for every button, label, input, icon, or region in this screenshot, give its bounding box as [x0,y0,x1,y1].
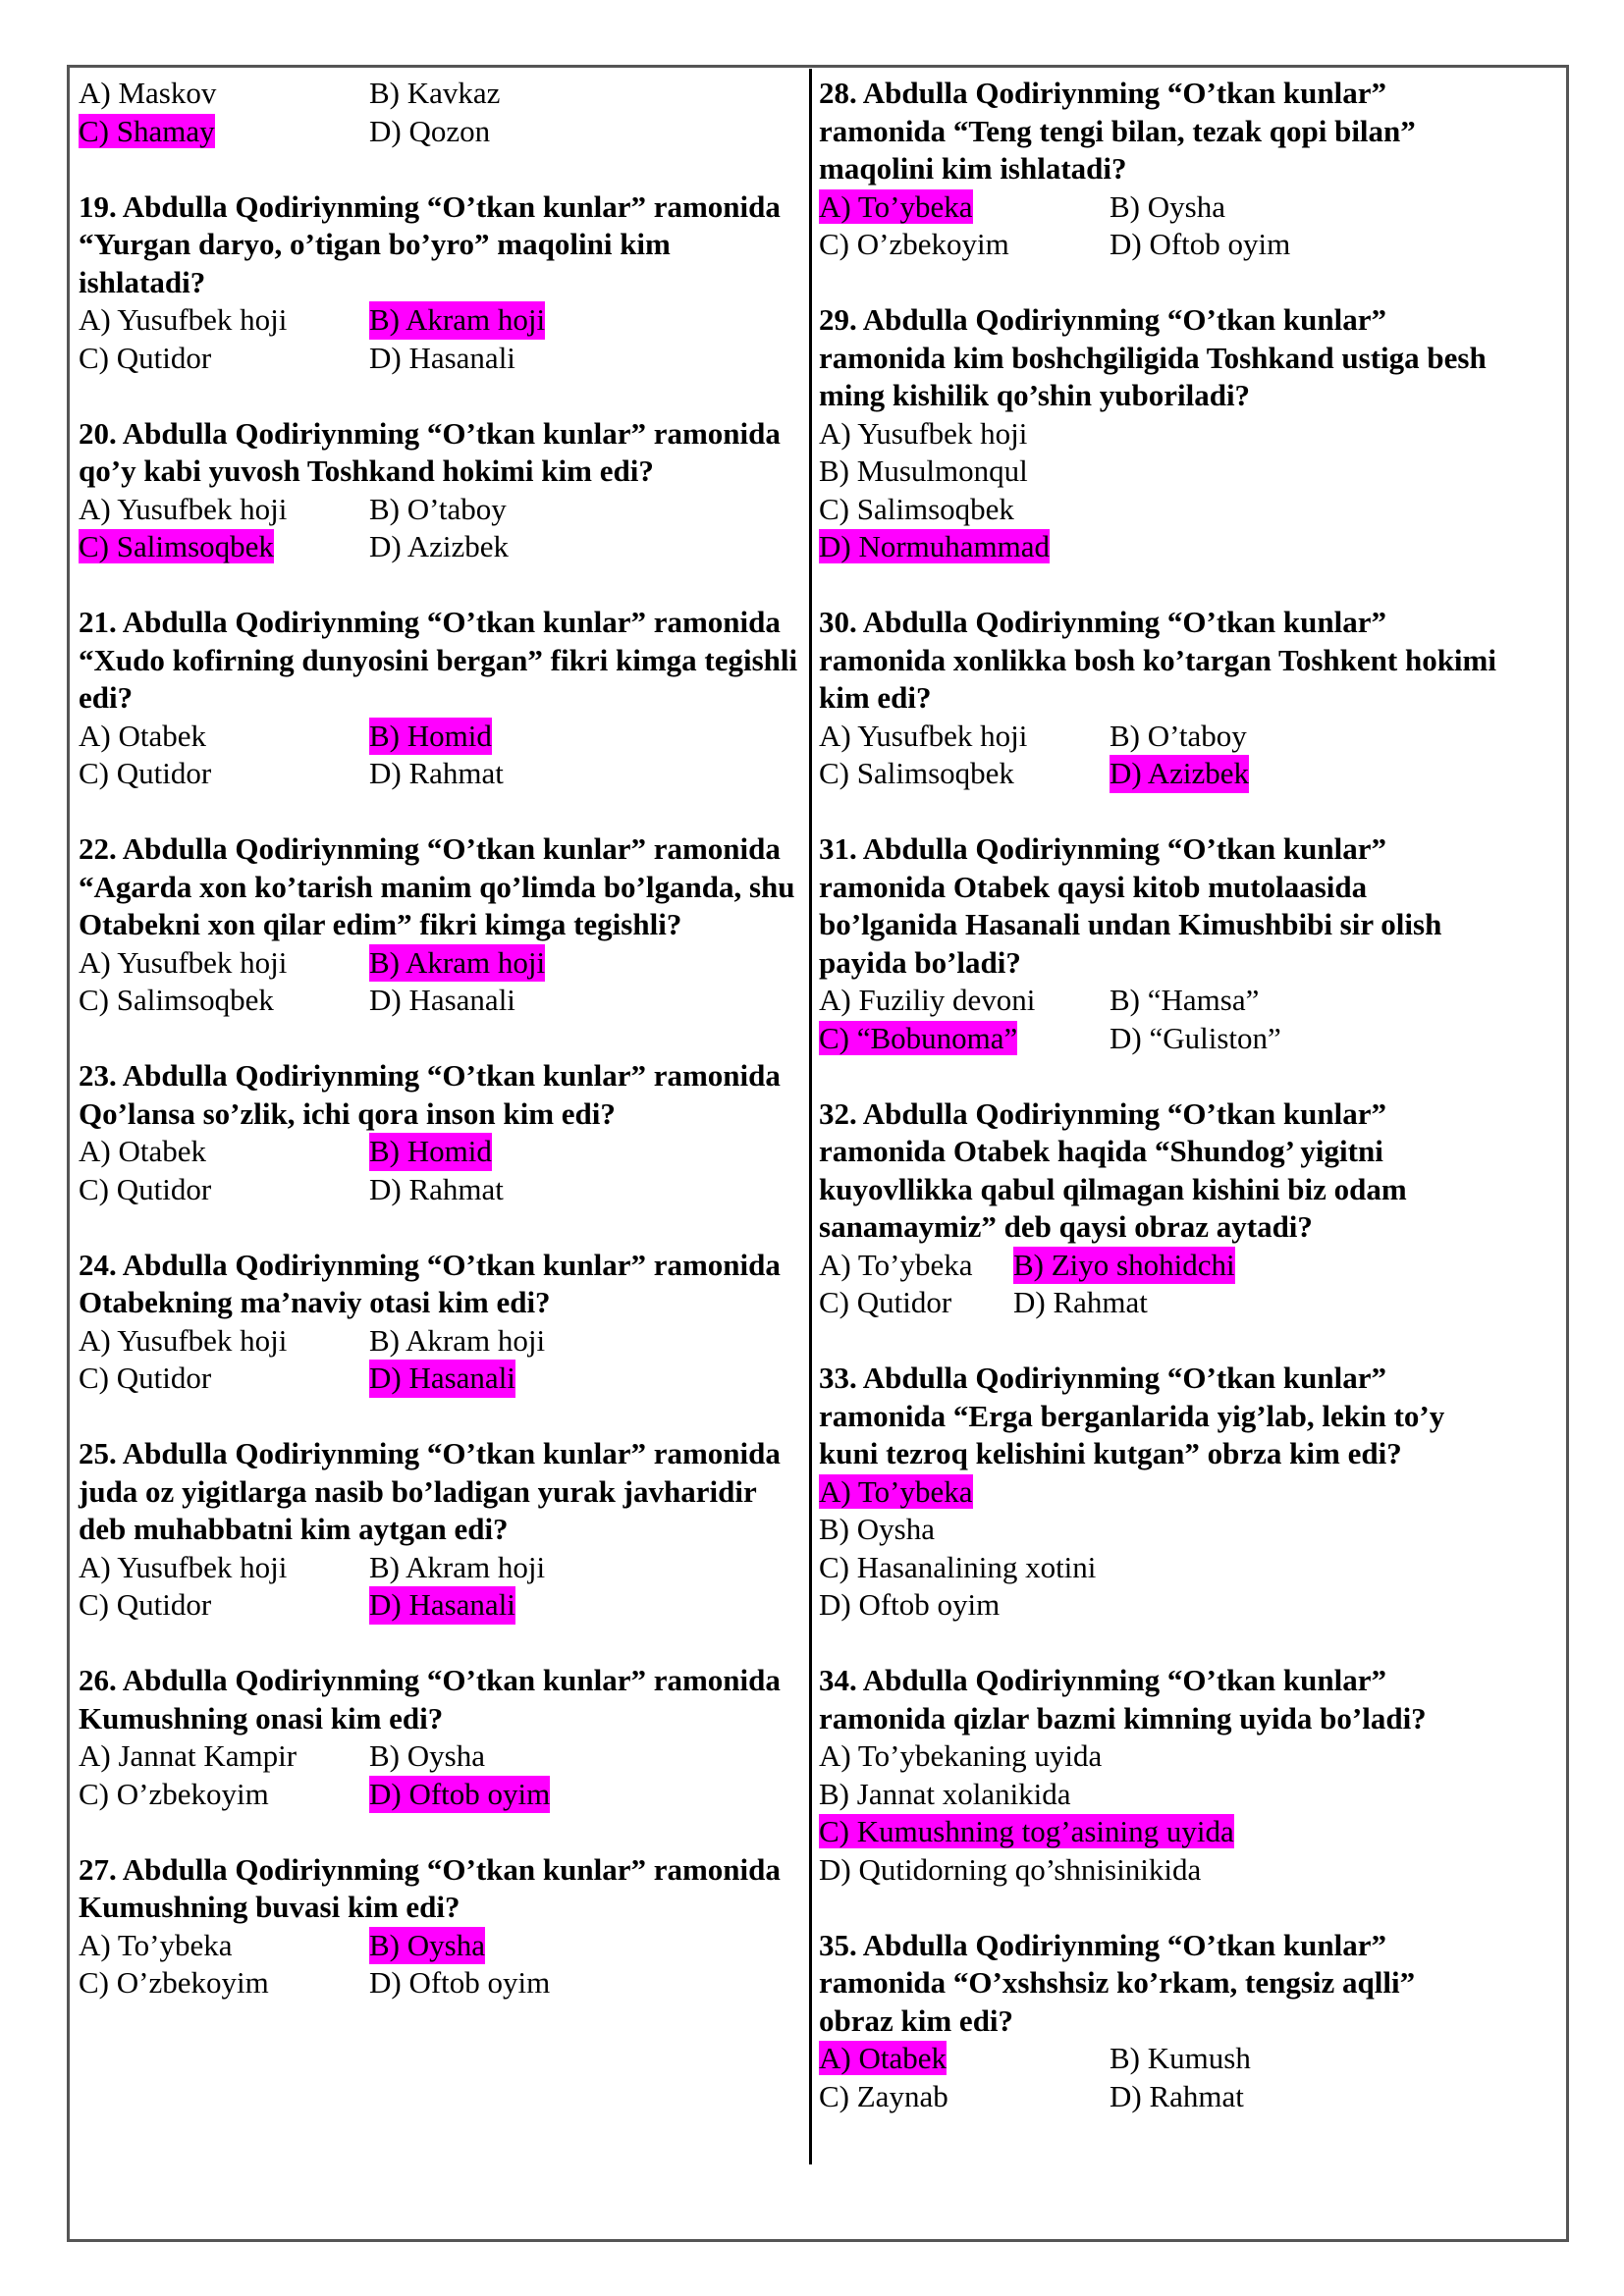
option-d-correct: D) Hasanali [369,1360,515,1398]
question-28 [819,75,1496,264]
option-a: A) Yusufbek hoji [79,302,288,337]
option-d-correct: D) Normuhammad [819,529,1051,563]
question-text: 19. Abdulla Qodiriynming “O’tkan kunlar” ramonida “Yurgan daryo, o’tigan bo’yro” maqolini kim ishlatadi? [79,188,781,299]
question-text: 34. Abdulla Qodiriynming “O’tkan kunlar” ramonida qizlar bazmi kimning uyida bo’ladi? [819,1663,1427,1735]
option-c: C) Zaynab [819,2078,948,2113]
option-c: C) O’zbekoyim [819,227,1009,261]
option-d: D) Oftob oyim [1110,227,1291,261]
question-31 [819,830,1496,1057]
option-d: D) Qutidorning qo’shnisinikida [819,1851,1202,1887]
option-c: C) Qutidor [79,1587,212,1622]
question-23 [79,1057,801,1208]
question-text: 29. Abdulla Qodiriynming “O’tkan kunlar” ramonida kim boshchgiligida Toshkand ustiga besh ming kishilik qo’shin yuboriladi? [819,302,1487,412]
question-text: 25. Abdulla Qodiriynming “O’tkan kunlar” ramonida juda oz yigitlarga nasib bo’ladigan yurak javharidir deb muhabbatni kim aytgan edi? [79,1436,781,1546]
option-a-correct: A) To’ybeka [819,1473,973,1509]
option-b: B) Kavkaz [369,76,501,110]
option-d: D) “Guliston” [1110,1020,1281,1055]
option-d: D) Rahmat [1110,2078,1244,2113]
option-c: C) Qutidor [79,1171,212,1206]
question-text: 24. Abdulla Qodiriynming “O’tkan kunlar” ramonida Otabekning ma’naviy otasi kim edi? [79,1247,781,1319]
question-text: 27. Abdulla Qodiriynming “O’tkan kunlar” ramonida Kumushning buvasi kim edi? [79,1851,781,1924]
option-d: D) Rahmat [369,1171,504,1206]
question-21 [79,604,801,793]
option-a: A) Yusufbek hoji [79,944,288,980]
option-a: A) Fuziliy devoni [819,983,1036,1017]
option-a: A) Otabek [79,718,206,753]
option-b-correct: B) Homid [369,1133,492,1171]
question-25 [79,1435,801,1625]
option-d: D) Hasanali [369,983,515,1017]
question-29 [819,301,1496,566]
option-a: A) Yusufbek hoji [79,1322,288,1358]
option-a: A) Yusufbek hoji [79,1549,288,1584]
left-column [79,75,801,2040]
option-b: B) O’taboy [369,491,507,526]
right-column [819,75,1496,2154]
option-b: B) O’taboy [1110,718,1247,753]
option-a: A) Yusufbek hoji [819,415,1028,451]
option-b: B) Akram hoji [369,1322,546,1358]
option-c: C) Qutidor [819,1285,952,1319]
option-b: B) Musulmonqul [819,454,1028,488]
question-text: 31. Abdulla Qodiriynming “O’tkan kunlar” ramonida Otabek qaysi kitob mutolaasida bo’lganida Hasanali undan Kimushbibi sir olish payida bo’ladi? [819,831,1442,980]
option-b-correct: B) Oysha [369,1927,485,1965]
option-c: C) Salimsoqbek [79,983,274,1017]
question-text: 22. Abdulla Qodiriynming “O’tkan kunlar” ramonida “Agarda xon ko’tarish manim qo’limda bo’lganda, shu Otabekni xon qilar edim” fikri kimga tegishli? [79,831,795,941]
option-d: D) Oftob oyim [819,1587,1001,1622]
question-text: 35. Abdulla Qodiriynming “O’tkan kunlar” ramonida “O’xshshsiz ko’rkam, tengsiz aqlli” obraz kim edi? [819,1927,1416,2038]
question-22 [79,830,801,1020]
question-text: 33. Abdulla Qodiriynming “O’tkan kunlar” ramonida “Erga berganlarida yig’lab, lekin to’y kuni tezroq kelishini kutgan” obrza kim edi? [819,1361,1445,1470]
option-c-correct: C) “Bobunoma” [819,1020,1018,1055]
option-a: A) Yusufbek hoji [819,718,1028,753]
question-32 [819,1095,1496,1322]
column-divider [809,69,812,2164]
question-34 [819,1662,1496,1889]
option-a: A) To’ybekaning uyida [819,1738,1103,1773]
question-26 [79,1662,801,1813]
question-text: 20. Abdulla Qodiriynming “O’tkan kunlar” ramonida qo’y kabi yuvosh Toshkand hokimi kim edi? [79,415,781,488]
option-d: D) Rahmat [1013,1285,1148,1319]
question-text: 32. Abdulla Qodiriynming “O’tkan kunlar” ramonida Otabek haqida “Shundog’ yigitni kuyovllikka qabul qilmagan kishini biz odam sanamaymiz” deb qaysi obraz aytadi? [819,1095,1407,1244]
option-a: A) Jannat Kampir [79,1738,298,1773]
option-d-correct: D) Azizbek [1110,755,1249,793]
option-c: C) Salimsoqbek [819,491,1014,526]
option-c: C) Hasanalining xotini [819,1549,1097,1584]
option-c: C) O’zbekoyim [79,1776,269,1811]
question-24 [79,1247,801,1398]
option-a-correct: A) To’ybeka [819,188,973,224]
question-text: 21. Abdulla Qodiriynming “O’tkan kunlar” ramonida “Xudo kofirning dunyosini bergan” fikri kimga tegishli edi? [79,605,798,715]
question-27 [79,1851,801,2002]
option-c: C) Salimsoqbek [819,756,1014,790]
question-text: 23. Abdulla Qodiriynming “O’tkan kunlar” ramonida Qo’lansa so’zlik, ichi qora inson kim edi? [79,1058,781,1131]
option-d: D) Rahmat [369,756,504,790]
question-19 [79,188,801,378]
option-a: A) Yusufbek hoji [79,491,288,526]
option-b-correct: B) Akram hoji [369,301,545,340]
question-30 [819,604,1496,793]
option-d: D) Azizbek [369,529,510,563]
option-b: B) Jannat xolanikida [819,1776,1071,1811]
option-c: C) Qutidor [79,756,212,790]
option-d: D) Hasanali [369,340,515,375]
option-a: A) To’ybeka [819,1247,973,1282]
option-c: C) Qutidor [79,1361,212,1395]
option-b: B) Oysha [369,1738,485,1773]
option-c-correct: C) Salimsoqbek [79,529,274,563]
option-b: B) Akram hoji [369,1549,546,1584]
option-b: B) “Hamsa” [1110,983,1260,1017]
option-b-correct: B) Ziyo shohidchi [1013,1247,1235,1285]
option-b-correct: B) Homid [369,718,492,756]
option-d: D) Oftob oyim [369,1965,551,2000]
option-d-correct: D) Oftob oyim [369,1776,550,1814]
option-c-correct: C) Kumushning tog’asining uyida [819,1814,1234,1848]
option-d-correct: D) Hasanali [369,1586,515,1625]
option-b: B) Oysha [1110,188,1225,224]
option-c-correct: C) Shamay [79,113,215,148]
option-d: D) Qozon [369,113,491,148]
option-a-correct: A) Otabek [819,2041,947,2075]
option-b-correct: B) Akram hoji [369,944,545,983]
question-text: 30. Abdulla Qodiriynming “O’tkan kunlar” ramonida xonlikka bosh ko’targan Toshkent hokimi kim edi? [819,605,1496,715]
option-c: C) Qutidor [79,340,212,375]
question-33 [819,1360,1496,1625]
question-text: 28. Abdulla Qodiriynming “O’tkan kunlar” ramonida “Teng tengi bilan, tezak qopi bilan” maqolini kim ishlatadi? [819,76,1416,186]
option-a: A) To’ybeka [79,1927,233,1962]
question-35 [819,1927,1496,2116]
option-b: B) Kumush [1110,2041,1251,2075]
question-20 [79,415,801,566]
option-a: A) Maskov [79,76,217,110]
option-a: A) Otabek [79,1134,206,1168]
question-text: 26. Abdulla Qodiriynming “O’tkan kunlar” ramonida Kumushning onasi kim edi? [79,1663,781,1735]
question-18-options [79,75,801,150]
option-c: C) O’zbekoyim [79,1965,269,2000]
option-b: B) Oysha [819,1512,935,1546]
